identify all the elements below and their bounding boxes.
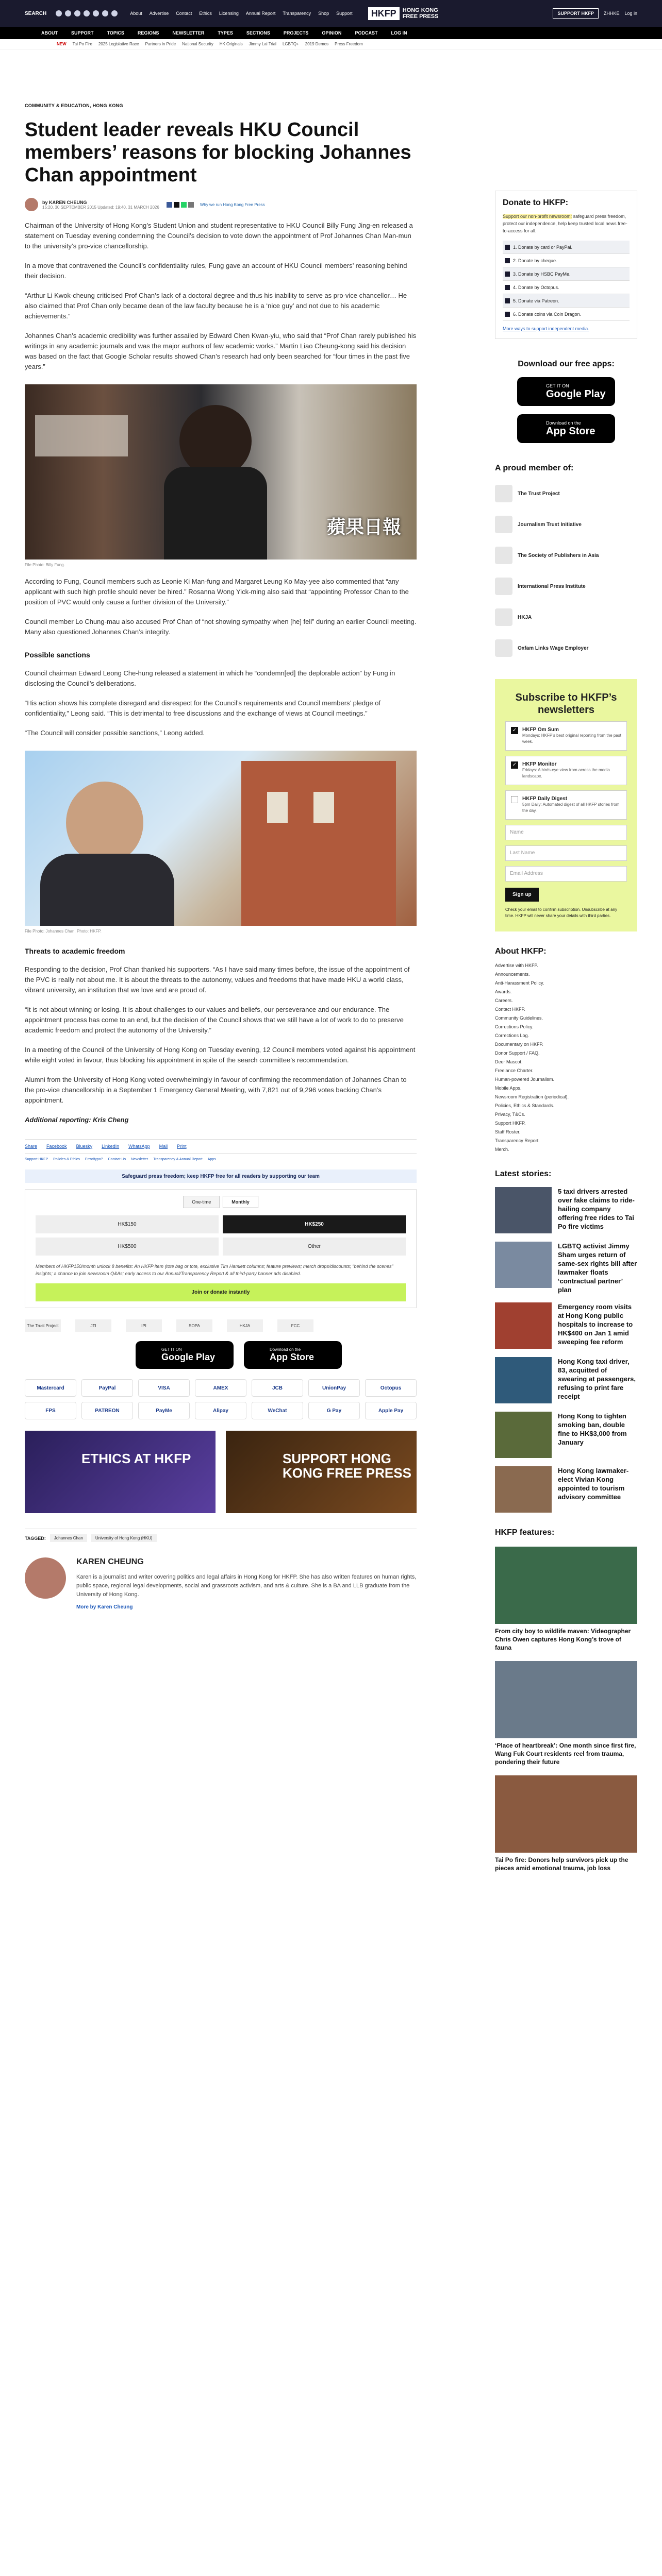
about-link[interactable]: Donor Support / FAQ. xyxy=(495,1050,540,1056)
top-link[interactable]: Support xyxy=(336,11,353,16)
about-link[interactable]: Freelance Charter. xyxy=(495,1068,534,1073)
share-email-icon[interactable] xyxy=(188,202,194,208)
payment-logo: Apple Pay xyxy=(365,1402,417,1419)
newsletter-name: HKFP Daily Digest xyxy=(522,796,568,802)
about-link[interactable]: Transparency Report. xyxy=(495,1138,540,1143)
payment-logo: PATREON xyxy=(81,1402,133,1419)
policy-link[interactable]: Transparency & Annual Report xyxy=(153,1158,203,1161)
story-title[interactable]: Hong Kong lawmaker-elect Vivian Kong appointed to tourism advisory committee xyxy=(558,1467,629,1501)
donate-option-label: 1. Donate by card or PayPal. xyxy=(513,244,573,250)
top-link[interactable]: Annual Report xyxy=(245,11,276,16)
amount-option-selected[interactable]: HK$250 xyxy=(223,1215,406,1233)
billy-fung-photo xyxy=(25,384,417,560)
trending-link[interactable]: HK Originals xyxy=(219,42,243,46)
share-links xyxy=(25,1139,417,1154)
more-by-author-link[interactable]: More by Karen Cheung xyxy=(76,1604,133,1610)
paragraph: “It is not about winning or losing. It is about challenges to our values and beliefs, our perseverance and our endurance. The appointment process has come to an end, but the decision of the Council shows that we still have a lot of work to do to preserve academic freedom and protect the autonomy of the University.” xyxy=(25,1006,404,1034)
trending-link[interactable]: Partners in Pride xyxy=(145,42,176,46)
article-body xyxy=(25,221,453,1124)
trending-link[interactable]: Tai Po Fire xyxy=(72,42,92,46)
article-headline: Student leader reveals HKU Council members’ reasons for blocking Johannes Chan appointment xyxy=(25,119,411,186)
trending-link[interactable]: Press Freedom xyxy=(335,42,363,46)
about-link[interactable]: Deer Mascot. xyxy=(495,1059,523,1064)
author-bio: Karen is a journalist and writer covering politics and legal affairs in Hong Kong for HKFP. She has also written features on human rights, public space, regional legal developments, social and grassroots activism, and arts & culture. She is a BA and LLB graduate from the University of Hong Kong. xyxy=(76,1574,417,1598)
newsletter-desc: Mondays: HKFP’s best original reporting from the past week. xyxy=(522,733,621,744)
donate-box xyxy=(495,191,637,339)
tag[interactable]: Johannes Chan xyxy=(50,1534,87,1542)
donate-option[interactable] xyxy=(503,254,630,267)
paragraph: In a move that contravened the Council’s confidentiality rules, Fung gave an account of HKU Council members’ reasoning behind their decision. xyxy=(25,262,407,280)
nav-item[interactable]: REGIONS xyxy=(137,30,159,36)
member-list xyxy=(495,478,637,664)
member-name: HKJA xyxy=(518,614,532,620)
photo-watermark: 蘋果日報 xyxy=(326,516,401,537)
donate-title: Donate to HKFP: xyxy=(503,198,569,207)
member-name: The Trust Project xyxy=(518,490,560,497)
share-link[interactable]: LinkedIn xyxy=(102,1144,120,1149)
story-thumbnail[interactable] xyxy=(495,1357,552,1403)
about-link[interactable]: Contact HKFP. xyxy=(495,1007,525,1012)
features-list xyxy=(495,1547,637,1872)
payment-logo: VISA xyxy=(138,1379,190,1397)
member-icon xyxy=(495,578,512,595)
newsletter-option[interactable] xyxy=(505,756,627,785)
about-link[interactable]: Policies, Ethics & Standards. xyxy=(495,1103,555,1108)
story-title[interactable]: Hong Kong to tighten smoking ban, double fine to HK$3,000 from January xyxy=(558,1412,627,1446)
author-box xyxy=(25,1557,417,1610)
member-name: Journalism Trust Initiative xyxy=(518,521,582,528)
about-link[interactable]: Advertise with HKFP. xyxy=(495,963,538,968)
donate-method-icon xyxy=(505,298,510,303)
donate-option-label: 6. Donate coins via Coin Dragon. xyxy=(513,311,582,317)
donate-options xyxy=(503,241,630,321)
nav-item[interactable]: LOG IN xyxy=(391,30,407,36)
member-logo[interactable] xyxy=(495,571,637,602)
name-field[interactable]: Name xyxy=(505,825,627,840)
amount-option-other[interactable]: Other xyxy=(223,1238,406,1256)
donate-method-icon xyxy=(505,272,510,277)
member-name: Oxfam Links Wage Employer xyxy=(518,645,589,651)
latest-stories xyxy=(495,1187,637,1513)
story-thumbnail[interactable] xyxy=(495,1412,552,1458)
donate-option-label: 4. Donate by Octopus. xyxy=(513,284,559,290)
payment-methods xyxy=(25,1379,417,1419)
feature-title[interactable]: From city boy to wildlife maven: Videographer Chris Owen captures Hong Kong’s trove of fauna xyxy=(495,1628,631,1651)
latest-story[interactable] xyxy=(495,1357,637,1403)
about-link[interactable]: Human-powered Journalism. xyxy=(495,1077,555,1082)
paragraph: According to Fung, Council members such as Leonie Ki Man-fung and Margaret Leung Ko May-yee also commented that “any applicant with such high profile should never be hired.” Rosanna Wong Yick-ming also said that “appointing Professor Chan to the position of PVC would only cause a further division of the University.” xyxy=(25,578,409,606)
member-logo[interactable] xyxy=(495,633,637,664)
facebook-icon[interactable] xyxy=(56,10,62,16)
apps-title: Download our free apps: xyxy=(518,360,615,368)
latest-story[interactable] xyxy=(495,1187,637,1233)
nav-item[interactable]: PROJECTS xyxy=(283,30,309,36)
search-button[interactable]: SEARCH xyxy=(25,10,47,16)
partner-logos xyxy=(25,1319,453,1332)
ethics-promo[interactable]: ETHICS AT HKFP xyxy=(25,1431,216,1513)
donate-method-icon xyxy=(505,245,510,250)
tags xyxy=(25,1529,417,1542)
safeguard-banner[interactable]: Safeguard press freedom; keep HKFP free for all readers by supporting our team xyxy=(25,1170,417,1183)
author-name[interactable]: by KAREN CHEUNG xyxy=(42,199,87,205)
newsletter-option[interactable] xyxy=(505,790,627,820)
story-title[interactable]: LGBTQ activist Jimmy Sham urges return of same-sex rights bill after lawmaker floats ‘contractual partner’ plan xyxy=(558,1242,637,1294)
donate-method-icon xyxy=(505,312,510,317)
trending-link[interactable]: LGBTQ+ xyxy=(282,42,299,46)
youtube-icon[interactable] xyxy=(84,10,90,16)
member-icon xyxy=(495,547,512,564)
share-link[interactable]: Print xyxy=(177,1144,187,1149)
new-badge: NEW xyxy=(57,42,67,46)
policy-link[interactable]: Policies & Ethics xyxy=(53,1158,80,1161)
email-field[interactable]: Email Address xyxy=(505,866,627,882)
article xyxy=(25,103,453,1610)
story-title[interactable]: Emergency room visits at Hong Kong public hospitals to increase to HK$400 on Jan 1 amid sweeping fee reform xyxy=(558,1303,633,1346)
policy-link[interactable]: Newsletter xyxy=(131,1158,148,1161)
donate-intro-highlight: Support our non-profit newsroom: xyxy=(503,214,572,219)
trending-link[interactable]: Jimmy Lai Trial xyxy=(249,42,276,46)
about-title: About HKFP: xyxy=(495,947,547,956)
sign-up-button[interactable]: Sign up xyxy=(505,888,539,902)
newsletter-option[interactable] xyxy=(505,721,627,751)
about-link[interactable]: Newsroom Registration (periodical). xyxy=(495,1094,569,1099)
top-link[interactable]: Advertise xyxy=(149,11,169,16)
payment-logo: JCB xyxy=(252,1379,303,1397)
nav-item[interactable]: SUPPORT xyxy=(71,30,94,36)
paragraph: Alumni from the University of Hong Kong voted overwhelmingly in favour of confirming the recommendation of Johannes Chan to the pro-vice chancellorship in a September 1 Emergency General Meeting, with 7,821 out of 9,296 votes backing Chan’s appointment. xyxy=(25,1076,407,1104)
login-link[interactable]: Log in xyxy=(624,11,637,16)
subheading: Threats to academic freedom xyxy=(25,947,125,955)
share-link[interactable]: Share xyxy=(25,1144,38,1149)
features-title: HKFP features: xyxy=(495,1528,555,1537)
paragraph: Council member Lo Chung-mau also accused Prof Chan of “not showing sympathy when [he] fell” during an earlier Council meeting. Many also questioned Johannes Chan’s integrity. xyxy=(25,618,417,636)
paragraph: In a meeting of the Council of the University of Hong Kong on Tuesday evening, 12 Council members voted against his appointment while eight voted in favour, thus blocking his appointment in spite of the search committee’s recommendation. xyxy=(25,1046,416,1064)
logo-line-2: FREE PRESS xyxy=(402,13,439,20)
additional-reporting: Additional reporting: Kris Cheng xyxy=(25,1116,129,1124)
member-logo[interactable] xyxy=(495,509,637,540)
sidebar-app-store[interactable]: Download on the App Store xyxy=(517,414,615,443)
newsletter-checkbox[interactable]: ✓ xyxy=(511,761,518,769)
top-link[interactable]: About xyxy=(130,11,142,16)
trending-bar xyxy=(0,39,662,49)
newsletter-desc: 5pm Daily: Automated digest of all HKFP stories from the day. xyxy=(522,802,620,813)
newsletter-desc: Fridays: A birds-eye view from across the media landscape. xyxy=(522,768,610,778)
about-link[interactable]: Awards. xyxy=(495,989,512,994)
about-link[interactable]: Support HKFP. xyxy=(495,1121,526,1126)
support-hkfp-button[interactable]: SUPPORT HKFP xyxy=(553,8,599,19)
free-press-note[interactable]: Why we run Hong Kong Free Press xyxy=(200,202,265,207)
nav-item[interactable]: OPINION xyxy=(322,30,342,36)
top-link[interactable]: Shop xyxy=(318,11,329,16)
payment-logo: PayMe xyxy=(138,1402,190,1419)
nav-item[interactable]: SECTIONS xyxy=(246,30,270,36)
payment-logo: PayPal xyxy=(81,1379,133,1397)
tags-label: TAGGED: xyxy=(25,1535,46,1541)
nav-item[interactable]: PODCAST xyxy=(355,30,378,36)
payment-logo: WeChat xyxy=(252,1402,303,1419)
feature-story[interactable] xyxy=(495,1661,637,1766)
newsletter-checkbox[interactable] xyxy=(511,796,518,803)
newsletter-title: Subscribe to HKFP’s newsletters xyxy=(515,692,617,716)
about-link[interactable]: Merch. xyxy=(495,1147,509,1152)
story-title[interactable]: 5 taxi drivers arrested over fake claims to ride-hailing company offering free rides to Tai Po fire victims xyxy=(558,1188,635,1230)
donate-option[interactable] xyxy=(503,308,630,321)
sidebar xyxy=(495,191,637,1872)
donate-option-label: 2. Donate by cheque. xyxy=(513,258,557,263)
trending-link[interactable]: 2025 Legislative Race xyxy=(98,42,139,46)
sidebar-google-play[interactable]: GET IT ON Google Play xyxy=(517,377,615,406)
member-logo[interactable] xyxy=(495,478,637,509)
donation-widget xyxy=(25,1189,417,1308)
payment-logo: Mastercard xyxy=(25,1379,76,1397)
feature-story[interactable] xyxy=(495,1775,637,1872)
story-thumbnail[interactable] xyxy=(495,1242,552,1288)
frequency-one-time[interactable]: One-time xyxy=(183,1196,220,1208)
policy-link[interactable]: Contact Us xyxy=(108,1158,126,1161)
article-category[interactable]: COMMUNITY & EDUCATION, HONG KONG xyxy=(25,103,123,108)
paragraph: “Arthur Li Kwok-cheung criticised Prof Chan’s lack of a doctoral degree and thus his inability to serve as pro-vice chancellor… He also claimed that Prof Chan only became dean of the law faculty because he is a ‘nice guy’ and not due to his academic achievements.” xyxy=(25,292,407,320)
member-logo[interactable] xyxy=(495,602,637,633)
partner-logo[interactable]: The Trust Project xyxy=(25,1319,61,1332)
instagram-icon[interactable] xyxy=(74,10,80,16)
join-donate-button[interactable]: Join or donate instantly xyxy=(36,1283,406,1301)
google-play-badge[interactable]: GET IT ON Google Play xyxy=(136,1341,234,1369)
nav-item[interactable]: TOPICS xyxy=(107,30,124,36)
feature-title[interactable]: ‘Place of heartbreak’: One month since first fire, Wang Fuk Court residents reel from trauma, pondering their future xyxy=(495,1742,636,1766)
photo-caption: File Photo: Billy Fung. xyxy=(25,563,65,567)
amount-option[interactable]: HK$500 xyxy=(36,1238,219,1256)
story-thumbnail[interactable] xyxy=(495,1466,552,1513)
language-switch[interactable]: ZHHKE xyxy=(603,11,620,16)
about-list xyxy=(495,961,637,1154)
newsletter-name: HKFP Monitor xyxy=(522,761,557,767)
newsletter-checkbox[interactable]: ✓ xyxy=(511,727,518,734)
about-link[interactable]: Privacy, T&Cs. xyxy=(495,1112,525,1117)
story-title[interactable]: Hong Kong taxi driver, 83, acquitted of swearing at passengers, refusing to print fare receipt xyxy=(558,1358,636,1400)
trending-link[interactable]: 2019 Demos xyxy=(305,42,329,46)
bluesky-icon[interactable] xyxy=(102,10,108,16)
latest-story[interactable] xyxy=(495,1242,637,1294)
member-icon xyxy=(495,608,512,626)
about-link[interactable]: Staff Roster. xyxy=(495,1129,521,1134)
latest-story[interactable] xyxy=(495,1466,637,1513)
byline xyxy=(25,198,453,211)
author-photo[interactable] xyxy=(25,1557,66,1599)
threads-icon[interactable] xyxy=(93,10,99,16)
nav-item[interactable]: TYPES xyxy=(218,30,233,36)
last-name-field[interactable]: Last Name xyxy=(505,845,627,861)
subheading: Possible sanctions xyxy=(25,651,90,659)
about-link[interactable]: Corrections Policy. xyxy=(495,1024,534,1029)
member-title: A proud member of: xyxy=(495,464,574,472)
story-thumbnail[interactable] xyxy=(495,1187,552,1233)
payment-logo: Octopus xyxy=(365,1379,417,1397)
about-link[interactable]: Mobile Apps. xyxy=(495,1086,522,1091)
feature-thumbnail[interactable] xyxy=(495,1661,637,1738)
about-link[interactable]: Community Guidelines. xyxy=(495,1015,543,1021)
frequency-monthly[interactable]: Monthly xyxy=(223,1196,258,1208)
story-thumbnail[interactable] xyxy=(495,1302,552,1349)
app-store-badge[interactable]: Download on the App Store xyxy=(244,1341,342,1369)
donate-method-icon xyxy=(505,285,510,290)
tag[interactable]: University of Hong Kong (HKU) xyxy=(91,1534,157,1542)
share-link[interactable]: Mail xyxy=(159,1144,168,1149)
article-dates: 15:20, 30 SEPTEMBER 2015 Updated: 19:40, 31 MARCH 2026 xyxy=(42,205,159,210)
payment-logo: Alipay xyxy=(195,1402,246,1419)
hkfp-logo[interactable] xyxy=(368,7,439,20)
more-ways-link[interactable]: More ways to support independent media. xyxy=(503,326,589,331)
social-icons xyxy=(56,10,118,16)
policy-link[interactable]: Error/typo? xyxy=(85,1158,103,1161)
logo-mark: HKFP xyxy=(368,7,400,20)
logo-line-1: HONG KONG xyxy=(402,7,438,13)
share-link[interactable]: WhatsApp xyxy=(128,1144,150,1149)
about-link[interactable]: Anti-Harassment Policy. xyxy=(495,980,544,986)
amount-option[interactable]: HK$150 xyxy=(36,1215,219,1233)
share-whatsapp-icon[interactable] xyxy=(181,202,187,208)
paragraph: Johannes Chan’s academic credibility was further assailed by Edward Chen Kwan-yiu, who said that “Prof Chan rarely published his writings in any academic journals and was the major authors of few academic works.” Martin Liao Cheung-kong said his decision was based on the fact that Google Scholar results showed Chan’s research had only been searched for “four times in the past five years.” xyxy=(25,332,417,370)
newsletter-name: HKFP Om Sum xyxy=(522,727,559,733)
linkedin-icon[interactable] xyxy=(111,10,118,16)
paragraph: Responding to the decision, Prof Chan thanked his supporters. “As I have said many times before, the issue of the appointment of the PVC is really not about me. It is about the threats to the autonomy, values and freedoms that have made HKU a world class, vibrant university, an institution that we love and are proud of. xyxy=(25,965,410,994)
top-link[interactable]: Ethics xyxy=(199,11,212,16)
paragraph: “The Council will consider possible sanctions,” Leong added. xyxy=(25,729,205,737)
donate-option[interactable] xyxy=(503,294,630,308)
top-link[interactable]: Licensing xyxy=(219,11,239,16)
author-box-name[interactable]: KAREN CHEUNG xyxy=(76,1557,144,1566)
member-icon xyxy=(495,485,512,502)
partner-logo[interactable]: JTI xyxy=(75,1319,111,1332)
donate-option-label: 5. Donate via Patreon. xyxy=(513,298,559,303)
about-link[interactable]: Announcements. xyxy=(495,972,530,977)
partner-logo[interactable]: HKJA xyxy=(227,1319,263,1332)
latest-story[interactable] xyxy=(495,1302,637,1349)
trending-link[interactable]: National Security xyxy=(182,42,213,46)
about-link[interactable]: Corrections Log. xyxy=(495,1033,529,1038)
top-links xyxy=(130,11,352,16)
member-logo[interactable] xyxy=(495,540,637,571)
photo-caption: File Photo: Johannes Chan. Photo: HKFP. xyxy=(25,929,102,934)
payment-logo: AMEX xyxy=(195,1379,246,1397)
paragraph: Council chairman Edward Leong Che-hung released a statement in which he “condemn[ed] the deplorable action” by Fung in disclosing the Council’s deliberations. xyxy=(25,669,395,687)
main-nav xyxy=(0,27,662,39)
top-bar xyxy=(0,0,662,27)
policy-link[interactable]: Support HKFP xyxy=(25,1158,48,1161)
support-promo[interactable]: SUPPORT HONG KONG FREE PRESS xyxy=(226,1431,417,1513)
x-icon[interactable] xyxy=(65,10,71,16)
member-icon xyxy=(495,639,512,657)
membership-perks: Members of HKFP150/month unlock 8 benefits: An HKFP item (tote bag or tote, exclusive Tim Hamlett columns; feature previews; merch drops/discounts; “behind the scenes” insights; a chance to join newsroom Q&As; early access to our Annual/Transparency Report & all third-party banner ads disabled. xyxy=(36,1264,393,1276)
feature-thumbnail[interactable] xyxy=(495,1547,637,1624)
member-name: The Society of Publishers in Asia xyxy=(518,552,599,558)
policy-links xyxy=(25,1158,453,1161)
paragraph: “His action shows his complete disregard and disrespect for the Council’s requirements and Council members’ pledge of confidentiality,” Leong said. “This is detrimental to free discussions and the exchange of views at Council meetings.” xyxy=(25,699,381,717)
share-link[interactable]: Facebook xyxy=(46,1144,67,1149)
donate-option[interactable] xyxy=(503,241,630,254)
newsletter-signup xyxy=(495,679,637,931)
donate-option[interactable] xyxy=(503,281,630,294)
latest-title: Latest stories: xyxy=(495,1170,552,1178)
share-x-icon[interactable] xyxy=(174,202,179,208)
donate-option[interactable] xyxy=(503,267,630,281)
share-facebook-icon[interactable] xyxy=(167,202,172,208)
top-link[interactable]: Transparency xyxy=(283,11,311,16)
nav-item[interactable]: NEWSLETTER xyxy=(172,30,205,36)
policy-link[interactable]: Apps xyxy=(207,1158,216,1161)
payment-logo: UnionPay xyxy=(308,1379,360,1397)
nav-item[interactable]: ABOUT xyxy=(41,30,58,36)
feature-thumbnail[interactable] xyxy=(495,1775,637,1853)
payment-logo: G Pay xyxy=(308,1402,360,1419)
author-avatar[interactable] xyxy=(25,198,38,211)
johannes-chan-photo xyxy=(25,751,417,926)
donate-intro: safeguard press freedom, protect our independence, help keep trusted local news free-to-access for all. xyxy=(503,214,627,233)
member-icon xyxy=(495,516,512,533)
feature-story[interactable] xyxy=(495,1547,637,1652)
donate-method-icon xyxy=(505,258,510,263)
newsletter-note: Check your email to confirm subscription. Unsubscribe at any time. HKFP will never share your details with third parties. xyxy=(505,907,617,918)
partner-logo[interactable]: IPI xyxy=(126,1319,162,1332)
donate-option-label: 3. Donate by HSBC PayMe. xyxy=(513,271,571,277)
payment-logo: FPS xyxy=(25,1402,76,1419)
top-link[interactable]: Contact xyxy=(176,11,192,16)
about-link[interactable]: Careers. xyxy=(495,998,513,1003)
feature-title[interactable]: Tai Po fire: Donors help survivors pick up the pieces amid emotional trauma, job loss xyxy=(495,1856,628,1872)
share-link[interactable]: Bluesky xyxy=(76,1144,93,1149)
latest-story[interactable] xyxy=(495,1412,637,1458)
partner-logo[interactable]: SOPA xyxy=(176,1319,212,1332)
about-link[interactable]: Documentary on HKFP. xyxy=(495,1042,543,1047)
paragraph: Chairman of the University of Hong Kong’s Student Union and student representative to HKU Council Billy Fung Jing-en released a statement on Tuesday evening condemning the Council’s decision to vote down the appointment of Prof Johannes Chan Man-mun to the university’s pro-vice chancellorship. xyxy=(25,222,413,250)
partner-logo[interactable]: FCC xyxy=(277,1319,313,1332)
member-name: International Press Institute xyxy=(518,583,586,589)
